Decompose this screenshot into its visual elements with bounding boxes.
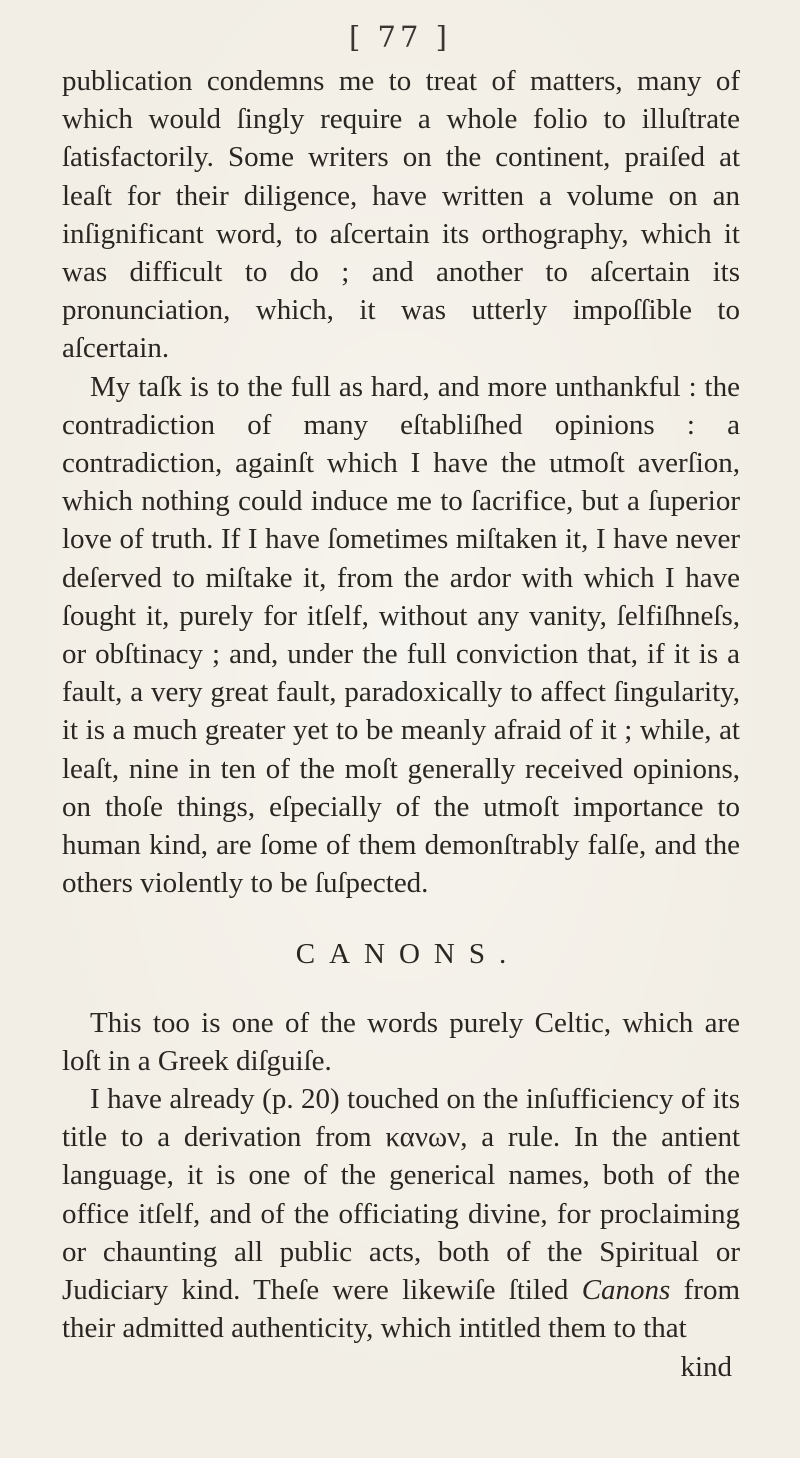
paragraph-canons-tail: from their admitted authenticity, which intitled them to that bbox=[62, 1274, 741, 1345]
paragraph-canons bbox=[62, 1080, 740, 1347]
paragraph-canons-text: I have already (p. 20) touched on the inſufficiency of its title to a derivation from κανων, a rule. In the antient language, it is one of the generical names, both of the office itſelf, and of the officiating divine, for proclaiming or chaunting all public acts, both of the Spiritual or Judiciary kind. Theſe were likewiſe ſtiled bbox=[62, 1083, 740, 1307]
catchword: kind bbox=[680, 1350, 732, 1383]
body-text bbox=[62, 62, 740, 1386]
section-heading: CANONS. bbox=[295, 938, 521, 971]
page-number: [ 77 ] bbox=[349, 20, 451, 54]
paragraph-continuation: publication condemns me to treat of matters, many of which would ſingly require a whole folio to illuſtrate ſatisfactorily. Some writers on the continent, praiſed at leaſt for their diligence, have written a volume on an inſignificant word, to aſcertain its orthography, which it was difficult to do ; and another to aſcertain its pronunciation, which, it was utterly impoſſible to aſcertain. bbox=[62, 65, 740, 365]
paragraph-my-task: My taſk is to the full as hard, and more unthankful : the contradiction of many eſtabliſhed opinions : a contradiction, againſt which I have the utmoſt averſion, which nothing could induce me to ſacrifice, but a ſuperior love of truth. If I have ſometimes miſtaken it, I have never deſerved to miſtake it, from the ardor with which I have ſought it, purely for itſelf, without any vanity, ſelfiſhneſs, or obſtinacy ; and, under the full conviction that, if it is a fault, a very great fault, paradoxically to affect ſingularity, it is a much greater yet to be meanly afraid of it ; while, at leaſt, nine in ten of the moſt generally received opinions, on thoſe things, eſpecially of the utmoſt importance to human kind, are ſome of them demonſtrably falſe, and the others violently to be ſuſpected. bbox=[62, 370, 740, 900]
paragraph-celtic: This too is one of the words purely Celtic, which are loſt in a Greek diſguiſe. bbox=[62, 1006, 740, 1077]
canons-italic: Canons bbox=[581, 1274, 671, 1307]
